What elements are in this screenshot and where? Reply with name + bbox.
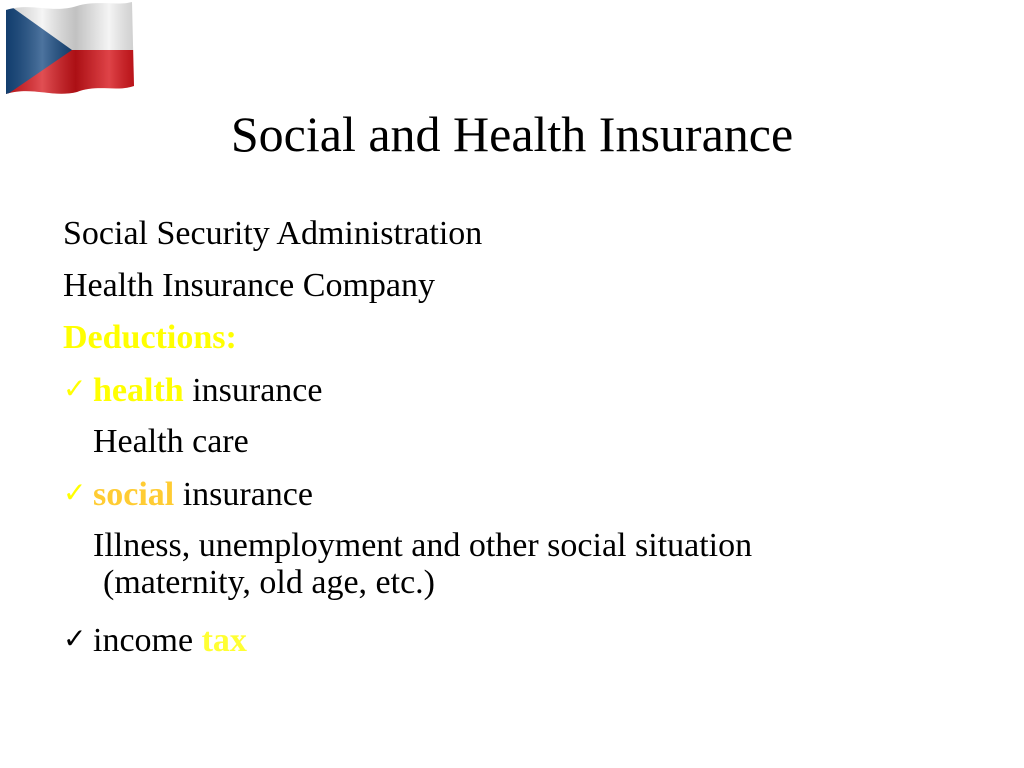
- line-health-care: Health care: [93, 423, 249, 460]
- bullet-income-tax: [63, 614, 963, 666]
- line-social-description: Illness, unemployment and other social situation: [93, 527, 753, 564]
- checkmark-icon: ✓: [63, 374, 87, 405]
- checkmark-icon: ✓: [63, 478, 87, 509]
- slide-title: Social and Health Insurance: [230, 106, 794, 162]
- line-social-description-cont: (maternity, old age, etc.): [103, 564, 435, 601]
- social-word: social: [93, 476, 175, 513]
- income-word: income: [93, 622, 202, 659]
- checkmark-icon: ✓: [63, 624, 87, 655]
- line-deductions: Deductions:: [63, 319, 237, 356]
- health-word: health: [93, 372, 184, 409]
- czech-flag-icon: [2, 0, 136, 98]
- social-rest: insurance: [174, 476, 313, 513]
- bullet-social-insurance: [63, 468, 963, 520]
- slide-body: [63, 208, 963, 666]
- health-rest: insurance: [183, 372, 323, 409]
- line-health-insurance-company: Health Insurance Company: [63, 267, 435, 304]
- tax-word: tax: [201, 622, 247, 659]
- line-social-security: Social Security Administration: [63, 215, 483, 252]
- bullet-health-insurance: [63, 364, 963, 416]
